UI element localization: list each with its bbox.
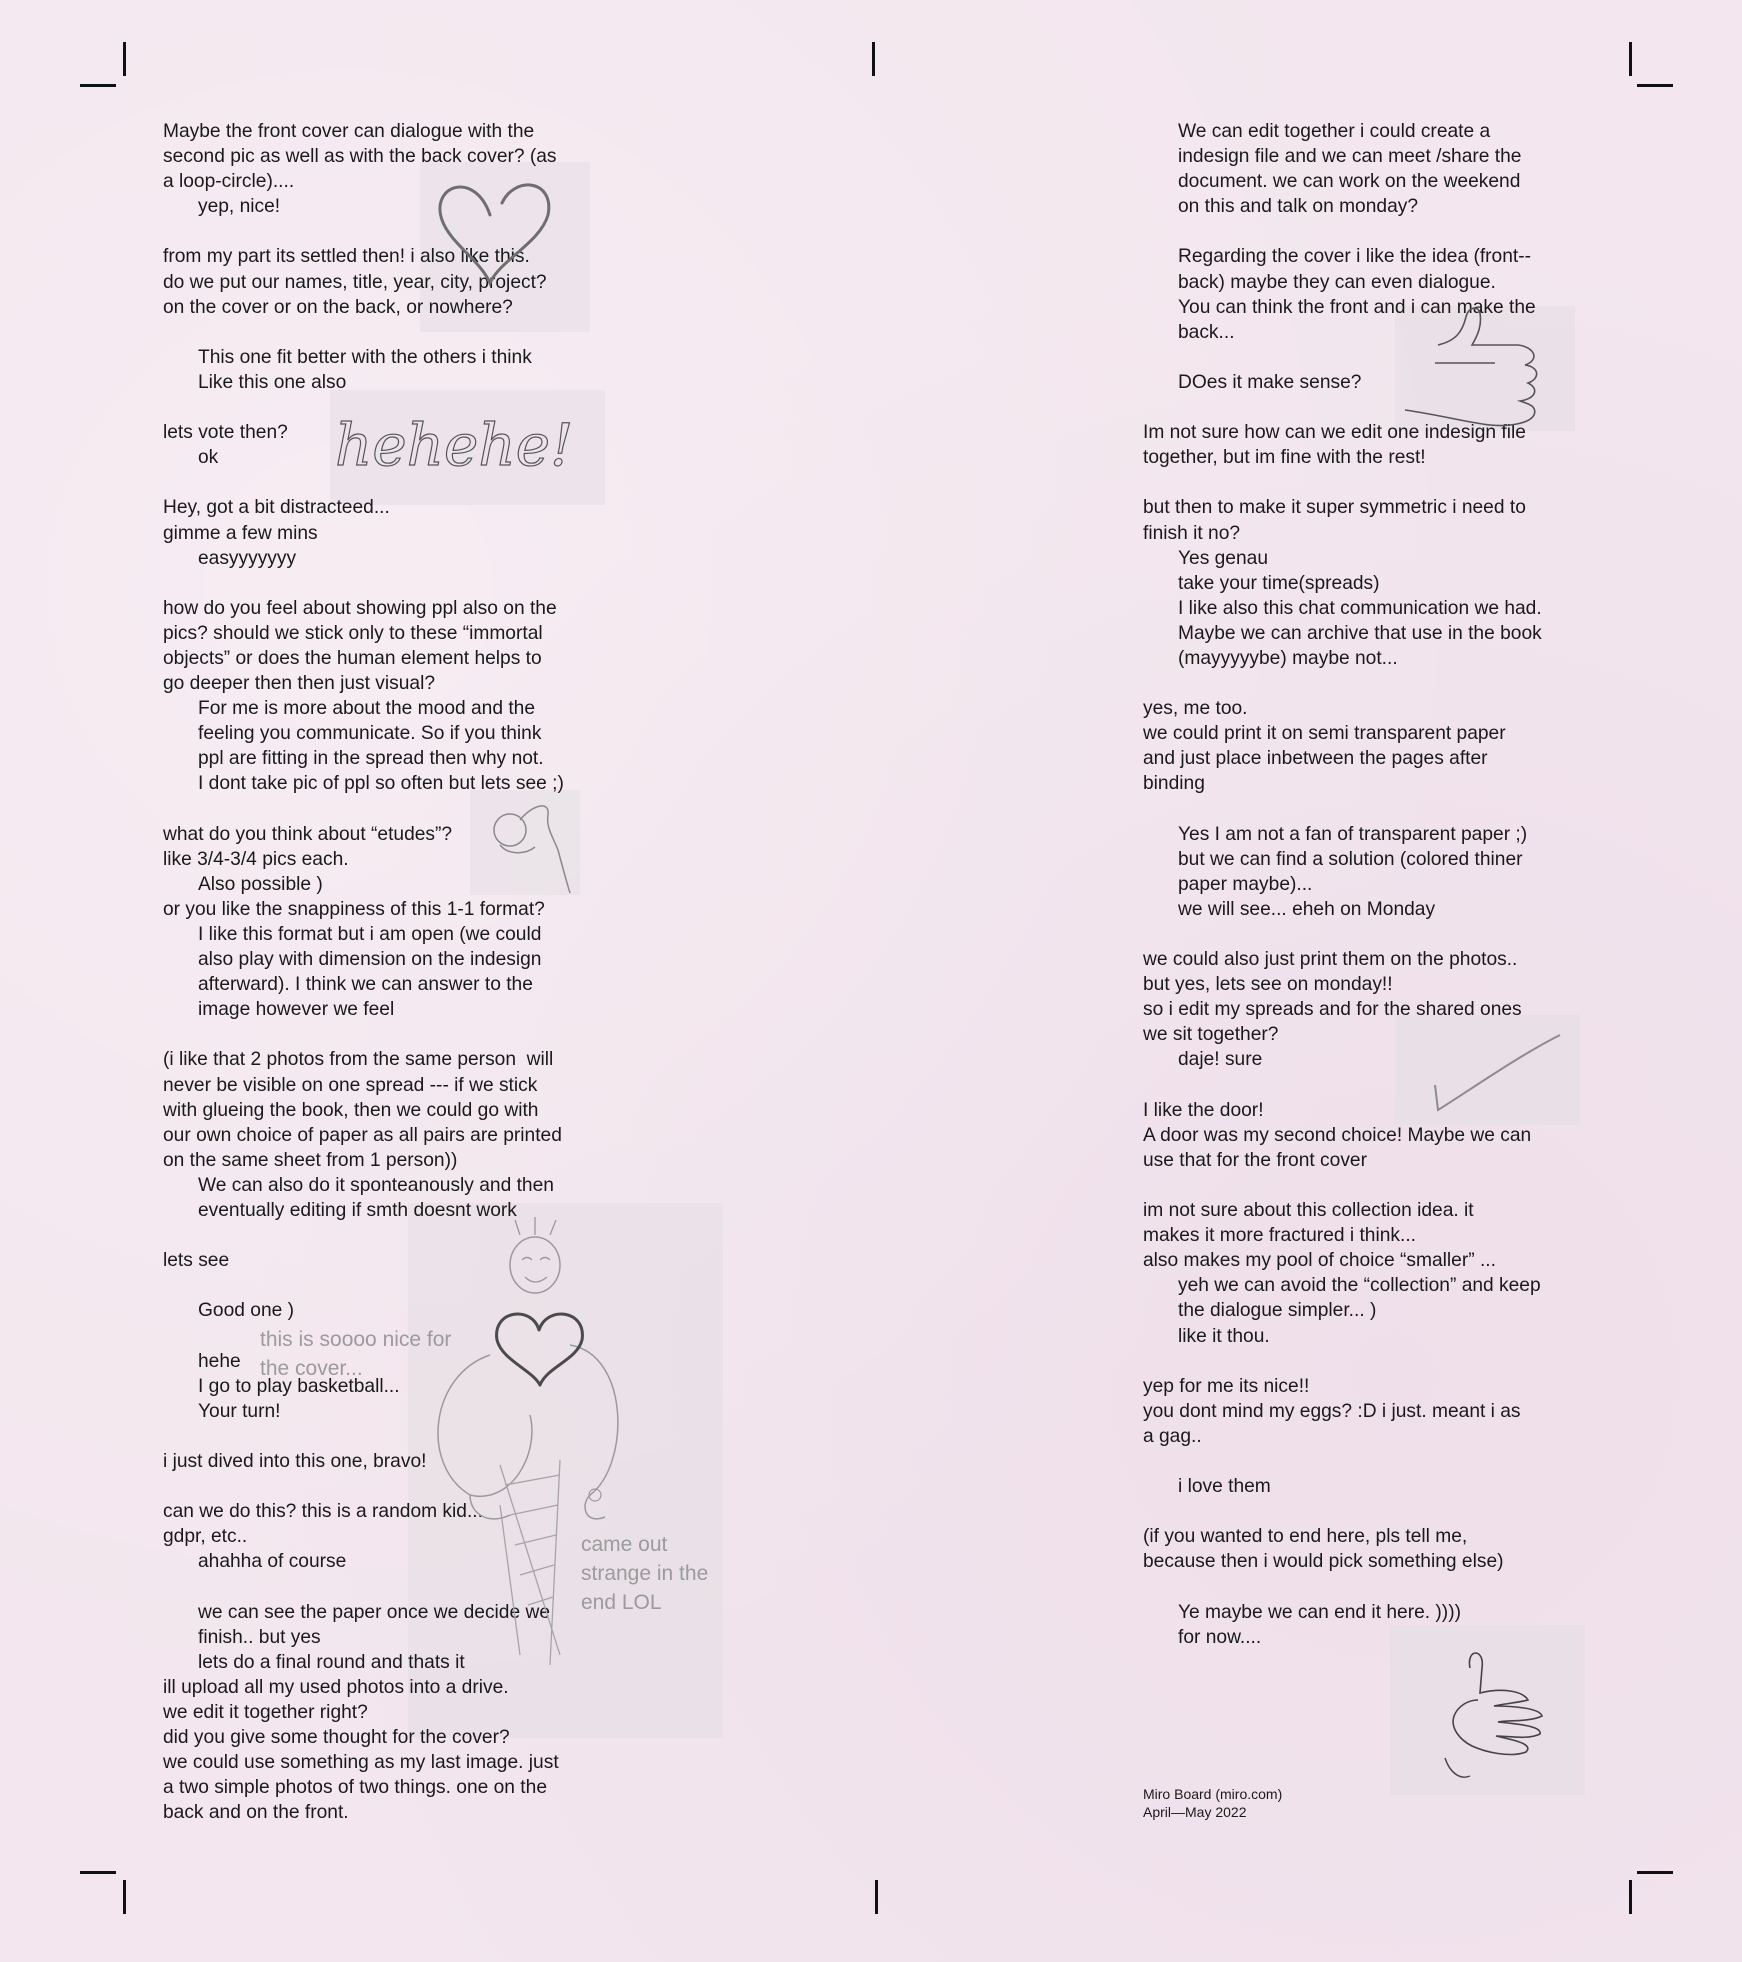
message-line: i just dived into this one, bravo! [163, 1450, 427, 1472]
message-line: a gag.. [1143, 1425, 1202, 1447]
message-line: (if you wanted to end here, pls tell me, [1143, 1526, 1468, 1548]
reply-line: Also possible ) [198, 873, 323, 895]
message-line: so i edit my spreads and for the shared ones [1143, 999, 1522, 1021]
crop-mark-br-h [1637, 1871, 1673, 1874]
message-line: go deeper then then just visual? [163, 673, 436, 695]
crop-mark-tr-v [1629, 42, 1632, 76]
reply-line: feeling you communicate. So if you think [198, 723, 542, 745]
reply-line: finish.. but yes [198, 1626, 321, 1648]
reply-line: also play with dimension on the indesign [198, 949, 542, 971]
message-line: binding [1143, 773, 1205, 795]
message-line: back and on the front. [163, 1802, 349, 1824]
reply-line: Yes I am not a fan of transparent paper ;) [1178, 823, 1528, 845]
message-line: but yes, lets see on monday!! [1143, 974, 1393, 996]
reply-line: i love them [1178, 1476, 1271, 1498]
thumbs-up-icon [1400, 305, 1570, 430]
message-line: but then to make it super symmetric i need to [1143, 497, 1526, 519]
crop-mark-tl-h [80, 84, 116, 87]
reply-line: (mayyyyybe) maybe not... [1178, 647, 1398, 669]
message-line: gimme a few mins [163, 522, 318, 544]
reply-line: back... [1178, 321, 1235, 343]
reply-line: You can think the front and i can make the [1178, 296, 1536, 318]
reply-line: Good one ) [198, 1300, 295, 1322]
reply-line: I like also this chat communication we had. [1178, 597, 1542, 619]
reply-line: we can see the paper once we decide we [198, 1601, 550, 1623]
reply-line: I go to play basketball... [198, 1375, 400, 1397]
crop-mark-br-v [1629, 1880, 1632, 1914]
message-line: a loop-circle).... [163, 171, 295, 193]
line-gap [1143, 671, 1542, 696]
message-line: second pic as well as with the back cover? (as [163, 146, 557, 168]
line-gap [1143, 1173, 1542, 1198]
reply-line: take your time(spreads) [1178, 572, 1380, 594]
message-line: from my part its settled then! i also like this. [163, 246, 530, 268]
message-line: we edit it together right? [163, 1701, 368, 1723]
message-line: can we do this? this is a random kid... [163, 1501, 483, 1523]
reply-line: Your turn! [198, 1400, 281, 1422]
reply-line: I dont take pic of ppl so often but lets see ;) [198, 773, 564, 795]
message-line: lets see [163, 1250, 230, 1272]
message-line: how do you feel about showing ppl also on the [163, 597, 557, 619]
message-line: you dont mind my eggs? :D i just. meant i as [1143, 1400, 1521, 1422]
message-line: or you like the snappiness of this 1-1 format? [163, 898, 545, 920]
heart-icon [430, 165, 560, 300]
crop-mark-tl-v [123, 42, 126, 76]
message-line: Maybe the front cover can dialogue with the [163, 121, 535, 142]
message-line: what do you think about “etudes”? [163, 823, 453, 845]
message-line: (i like that 2 photos from the same person will [163, 1049, 554, 1071]
reply-line: document. we can work on the weekend [1178, 171, 1521, 193]
reply-line: afterward). I think we can answer to the [198, 974, 533, 996]
message-line: a two simple photos of two things. one on the [163, 1777, 547, 1799]
line-gap [1143, 1349, 1542, 1374]
message-line: yes, me too. [1143, 698, 1248, 720]
message-line: never be visible on one spread --- if we stick [163, 1074, 538, 1096]
crop-mark-tr-h [1637, 84, 1673, 87]
checkmark-icon [1420, 1030, 1570, 1115]
line-gap [163, 571, 564, 596]
cover-note: this is soooo nice for the cover... [260, 1328, 452, 1380]
reply-line: This one fit better with the others i think [198, 346, 532, 368]
message-line: I like the door! [1143, 1099, 1264, 1121]
message-line: makes it more fractured i think... [1143, 1225, 1416, 1247]
reply-line: yeh we can avoid the “collection” and keep [1178, 1275, 1541, 1297]
crop-mark-bl-v [123, 1880, 126, 1914]
reply-line: but we can find a solution (colored thiner [1178, 848, 1523, 870]
credit-source: Miro Board (miro.com) [1143, 1786, 1283, 1802]
message-line: with glueing the book, then we could go with [163, 1099, 539, 1121]
message-line: lets vote then? [163, 422, 288, 444]
message-line: yep for me its nice!! [1143, 1375, 1310, 1397]
message-line: also makes my pool of choice “smaller” ... [1143, 1250, 1496, 1272]
reply-line: eventually editing if smth doesnt work [198, 1200, 517, 1222]
crop-mark-bl-h [80, 1871, 116, 1874]
reply-line: Maybe we can archive that use in the book [1178, 622, 1542, 644]
reply-line: paper maybe)... [1178, 873, 1313, 895]
credit-block [1143, 1785, 1282, 1821]
message-line: do we put our names, title, year, city, project? [163, 271, 547, 293]
reply-line: Yes genau [1178, 547, 1268, 569]
crop-mark-top-center [872, 42, 875, 76]
line-gap [1143, 797, 1542, 822]
message-line: because then i would pick something else) [1143, 1551, 1504, 1573]
reply-line: yep, nice! [198, 196, 281, 218]
reply-line: ahahha of course [198, 1551, 347, 1573]
credit-date: April—May 2022 [1143, 1804, 1247, 1820]
message-line: ill upload all my used photos into a drive. [163, 1676, 509, 1698]
line-gap [1143, 1574, 1542, 1599]
message-line: Im not sure how can we edit one indesign file [1143, 422, 1526, 444]
message-line: our own choice of paper as all pairs are printed [163, 1124, 562, 1146]
line-gap [1143, 219, 1542, 244]
message-line: use that for the front cover [1143, 1149, 1367, 1171]
message-line: we could print it on semi transparent paper [1143, 723, 1506, 745]
message-line: Hey, got a bit distracteed... [163, 497, 390, 519]
message-line: did you give some thought for the cover? [163, 1727, 510, 1748]
smiley-figure-icon [410, 1205, 720, 1705]
message-line: we could also just print them on the photos.. [1143, 949, 1518, 971]
message-line: A door was my second choice! Maybe we can [1143, 1124, 1532, 1146]
message-line: finish it no? [1143, 522, 1241, 544]
reply-line: for now.... [1178, 1626, 1262, 1648]
reply-line: we will see... eheh on Monday [1178, 898, 1436, 920]
reply-line: Like this one also [198, 371, 347, 393]
reply-line: the dialogue simpler... ) [1178, 1300, 1377, 1322]
reply-line: like it thou. [1178, 1325, 1270, 1347]
thumbs-up-icon-2 [1430, 1648, 1570, 1783]
reply-line: We can edit together i could create a [1178, 121, 1491, 142]
reply-line: Ye maybe we can end it here. )))) [1178, 1601, 1461, 1623]
hehehe-scribble [335, 395, 595, 485]
reply-line: image however we feel [198, 999, 395, 1021]
line-gap [1143, 1499, 1542, 1524]
crop-mark-bottom-center [875, 1880, 878, 1914]
message-line: and just place inbetween the pages after [1143, 748, 1488, 770]
reply-line: DOes it make sense? [1178, 371, 1362, 393]
reply-line: We can also do it sponteanously and then [198, 1174, 554, 1196]
reply-line: I like this format but i am open (we could [198, 924, 542, 945]
message-line: on the cover or on the back, or nowhere? [163, 296, 513, 318]
strange-note: came out strange in the end LOL [581, 1533, 709, 1614]
reply-line: Regarding the cover i like the idea (front-- [1178, 246, 1532, 268]
heart-icon-figure [492, 1305, 587, 1390]
reply-line: For me is more about the mood and the [198, 698, 536, 720]
line-gap [163, 1022, 564, 1047]
reply-line: easyyyyyyy [198, 547, 297, 569]
reply-line: hehe [198, 1350, 241, 1372]
message-line: we could use something as my last image. just [163, 1752, 559, 1774]
reply-line: indesign file and we can meet /share the [1178, 146, 1522, 168]
line-gap [1143, 1449, 1542, 1474]
message-line: objects” or does the human element helps to [163, 647, 542, 669]
reply-line: on this and talk on monday? [1178, 196, 1419, 218]
reply-line: ppl are fitting in the spread then why not. [198, 748, 544, 770]
line-gap [1143, 922, 1542, 947]
ok-hand-icon [480, 795, 575, 895]
reply-line: back) maybe they can even dialogue. [1178, 271, 1496, 293]
hehehe-text: hehehe! [335, 411, 574, 479]
reply-line: daje! sure [1178, 1049, 1263, 1071]
message-line: im not sure about this collection idea. it [1143, 1200, 1474, 1222]
line-gap [1143, 470, 1542, 495]
message-line: gdpr, etc.. [163, 1526, 248, 1548]
message-line: pics? should we stick only to these “immortal [163, 622, 543, 644]
reply-line: ok [198, 447, 219, 469]
message-line: together, but im fine with the rest! [1143, 447, 1426, 469]
message-line: on the same sheet from 1 person)) [163, 1149, 458, 1171]
reply-line: lets do a final round and thats it [198, 1651, 465, 1673]
line-gap [163, 320, 564, 345]
message-line: like 3/4-3/4 pics each. [163, 848, 349, 870]
message-line: we sit together? [1143, 1024, 1279, 1046]
